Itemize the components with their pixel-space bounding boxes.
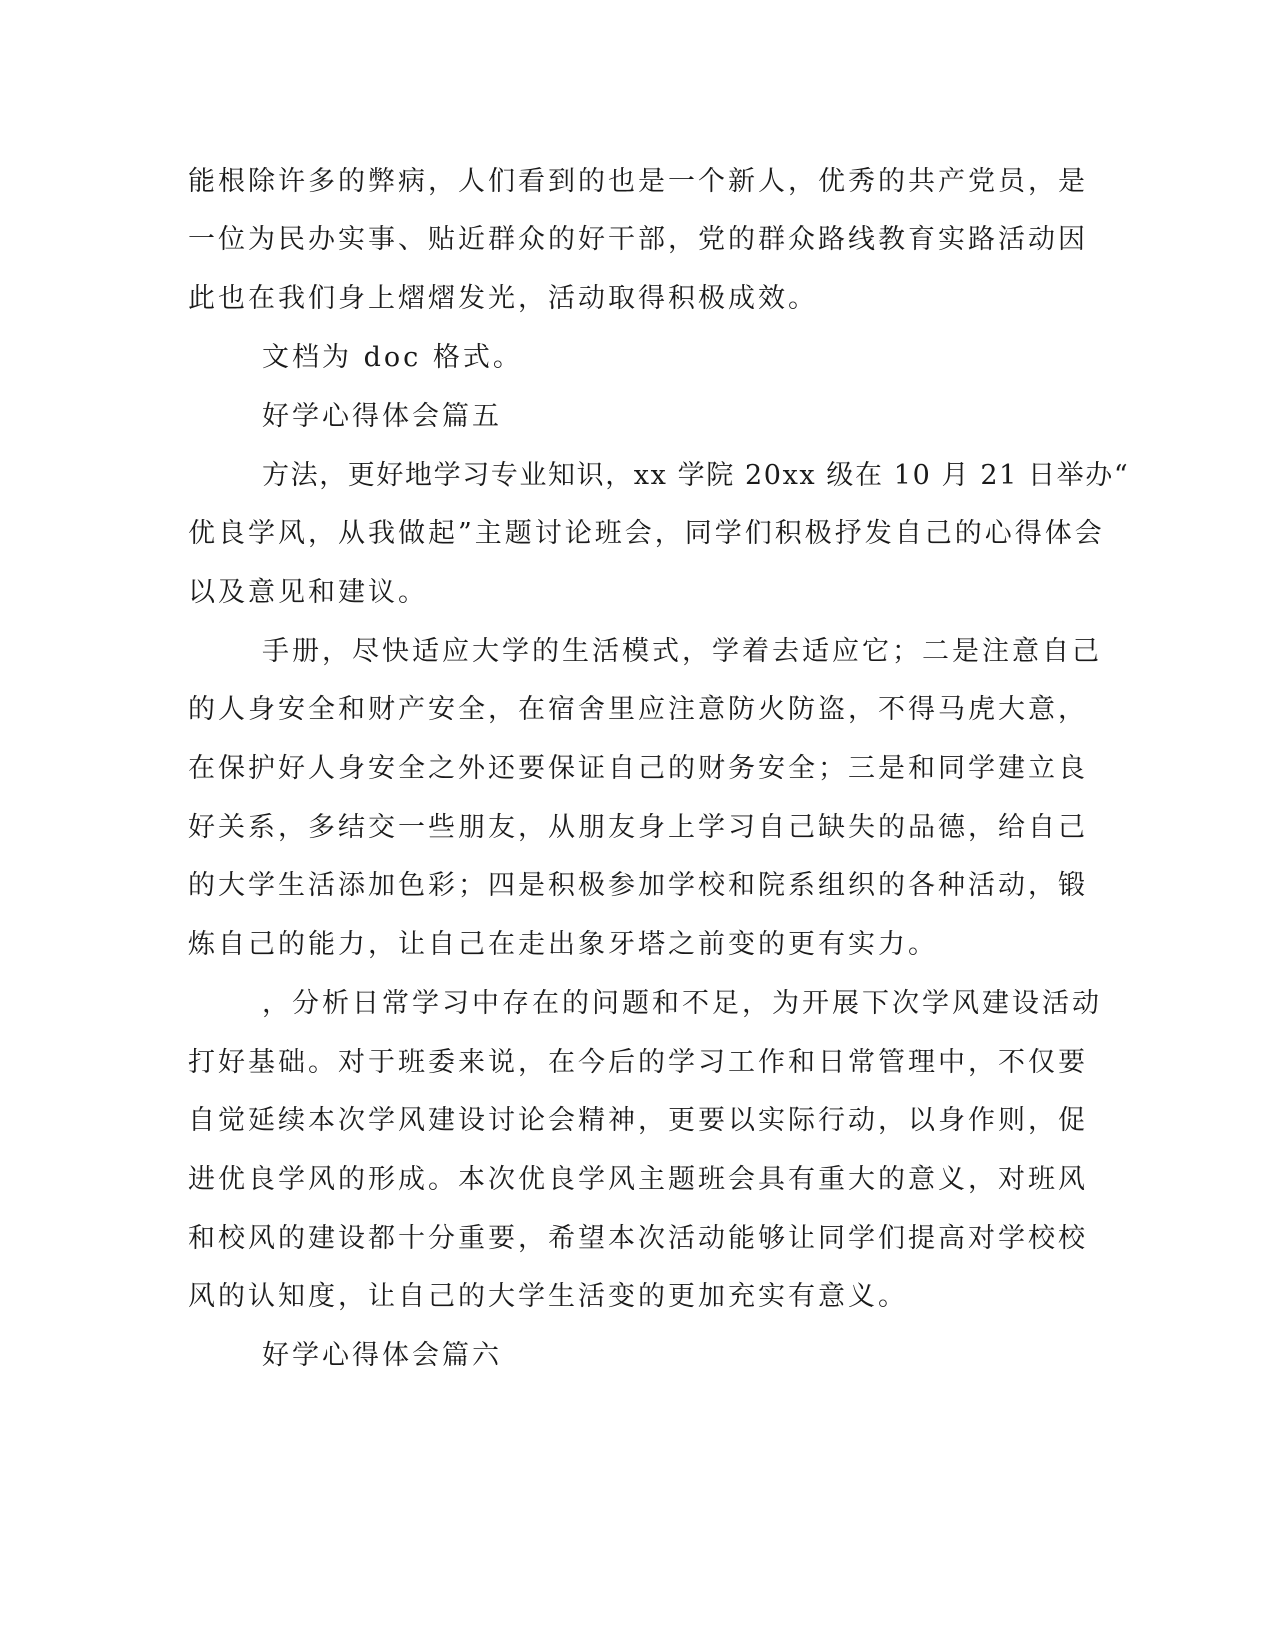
paragraph-line: 能根除许多的弊病，人们看到的也是一个新人，优秀的共产党员，是 [188, 166, 1088, 197]
paragraph-line: ，分析日常学习中存在的问题和不足，为开展下次学风建设活动 [262, 988, 1102, 1019]
paragraph-line: 炼自己的能力，让自己在走出象牙塔之前变的更有实力。 [188, 929, 938, 960]
paragraph-line: 打好基础。对于班委来说，在今后的学习工作和日常管理中，不仅要 [188, 1047, 1088, 1078]
paragraph-line: 进优良学风的形成。本次优良学风主题班会具有重大的意义，对班风 [188, 1164, 1088, 1195]
paragraph-line: 的大学生活添加色彩；四是积极参加学校和院系组织的各种活动，锻 [188, 870, 1088, 901]
paragraph-line: 风的认知度，让自己的大学生活变的更加充实有意义。 [188, 1281, 908, 1312]
paragraph-line: 方法，更好地学习专业知识，xx 学院 20xx 级在 10 月 21 日举办“ [262, 460, 1130, 491]
paragraph-line: 以及意见和建议。 [188, 577, 428, 608]
section-heading: 好学心得体会篇五 [262, 401, 502, 432]
paragraph-line: 手册，尽快适应大学的生活模式，学着去适应它；二是注意自己 [262, 636, 1102, 667]
paragraph-line: 好关系，多结交一些朋友，从朋友身上学习自己缺失的品德，给自己 [188, 812, 1088, 843]
paragraph-line: 在保护好人身安全之外还要保证自己的财务安全；三是和同学建立良 [188, 753, 1088, 784]
paragraph-line: 和校风的建设都十分重要，希望本次活动能够让同学们提高对学校校 [188, 1223, 1088, 1254]
paragraph-line: 优良学风，从我做起”主题讨论班会，同学们积极抒发自己的心得体会 [188, 518, 1105, 549]
paragraph-line: 的人身安全和财产安全，在宿舍里应注意防火防盗，不得马虎大意， [188, 694, 1088, 725]
paragraph-line: 文档为 doc 格式。 [262, 342, 523, 373]
paragraph-line: 自觉延续本次学风建设讨论会精神，更要以实际行动，以身作则，促 [188, 1105, 1088, 1136]
paragraph-line: 此也在我们身上熠熠发光，活动取得积极成效。 [188, 283, 818, 314]
paragraph-line: 一位为民办实事、贴近群众的好干部，党的群众路线教育实路活动因 [188, 224, 1088, 255]
section-heading: 好学心得体会篇六 [262, 1340, 502, 1371]
